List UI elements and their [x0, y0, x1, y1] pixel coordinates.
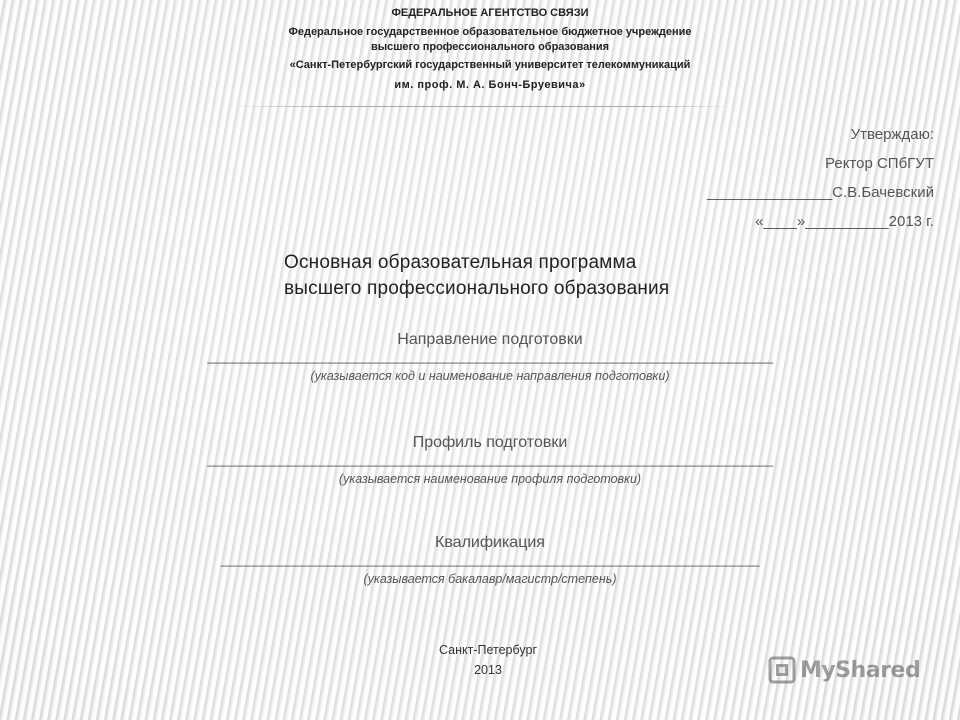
header-divider [230, 106, 735, 107]
footer-year: 2013 [474, 663, 502, 677]
section-hint: (указывается код и наименование направления подготовки) [310, 369, 670, 383]
section-hint: (указывается бакалавр/магистр/степень) [363, 572, 617, 586]
footer-city: Санкт-Петербург [438, 643, 538, 657]
approval-signature: _______________С.В.Бачевский [707, 184, 934, 201]
myshared-watermark [768, 656, 920, 684]
university-name: «Санкт-Петербургский государственный университет телекоммуникаций [289, 59, 691, 71]
section-heading: Квалификация [435, 534, 545, 551]
approval-position: Ректор СПбГУТ [825, 155, 934, 172]
fill-in-line: ____________________________________________________________________________________ [207, 350, 773, 364]
watermark-text: MyShared [800, 657, 921, 683]
section-qualification [170, 533, 810, 588]
approval-label: Утверждаю: [850, 126, 934, 143]
section-direction [170, 330, 810, 385]
fill-in-line: ________________________________________________________________________________ [220, 553, 760, 567]
title-line-1: Основная образовательная программа [284, 252, 637, 273]
approval-date: «____»__________2013 г. [755, 213, 934, 230]
section-heading: Направление подготовки [397, 331, 583, 348]
institution-type: Федеральное государственное образовательное бюджетное учреждение [288, 26, 692, 38]
fill-in-line: ____________________________________________________________________________________ [207, 453, 773, 467]
agency-name: ФЕДЕРАЛЬНОЕ АГЕНТСТВО СВЯЗИ [391, 7, 589, 19]
document-footer [388, 640, 588, 680]
myshared-logo-icon [768, 656, 796, 684]
document-title [284, 250, 669, 302]
institution-level: высшего профессионального образования [370, 41, 610, 53]
section-hint: (указывается наименование профиля подготовки) [338, 472, 642, 486]
title-line-2: высшего профессионального образования [284, 278, 670, 299]
organization-header [240, 6, 740, 93]
section-heading: Профиль подготовки [412, 434, 568, 451]
university-named-after: им. проф. М. А. Бонч-Бруевича» [394, 79, 586, 91]
approval-block [707, 120, 934, 236]
section-profile [170, 433, 810, 488]
